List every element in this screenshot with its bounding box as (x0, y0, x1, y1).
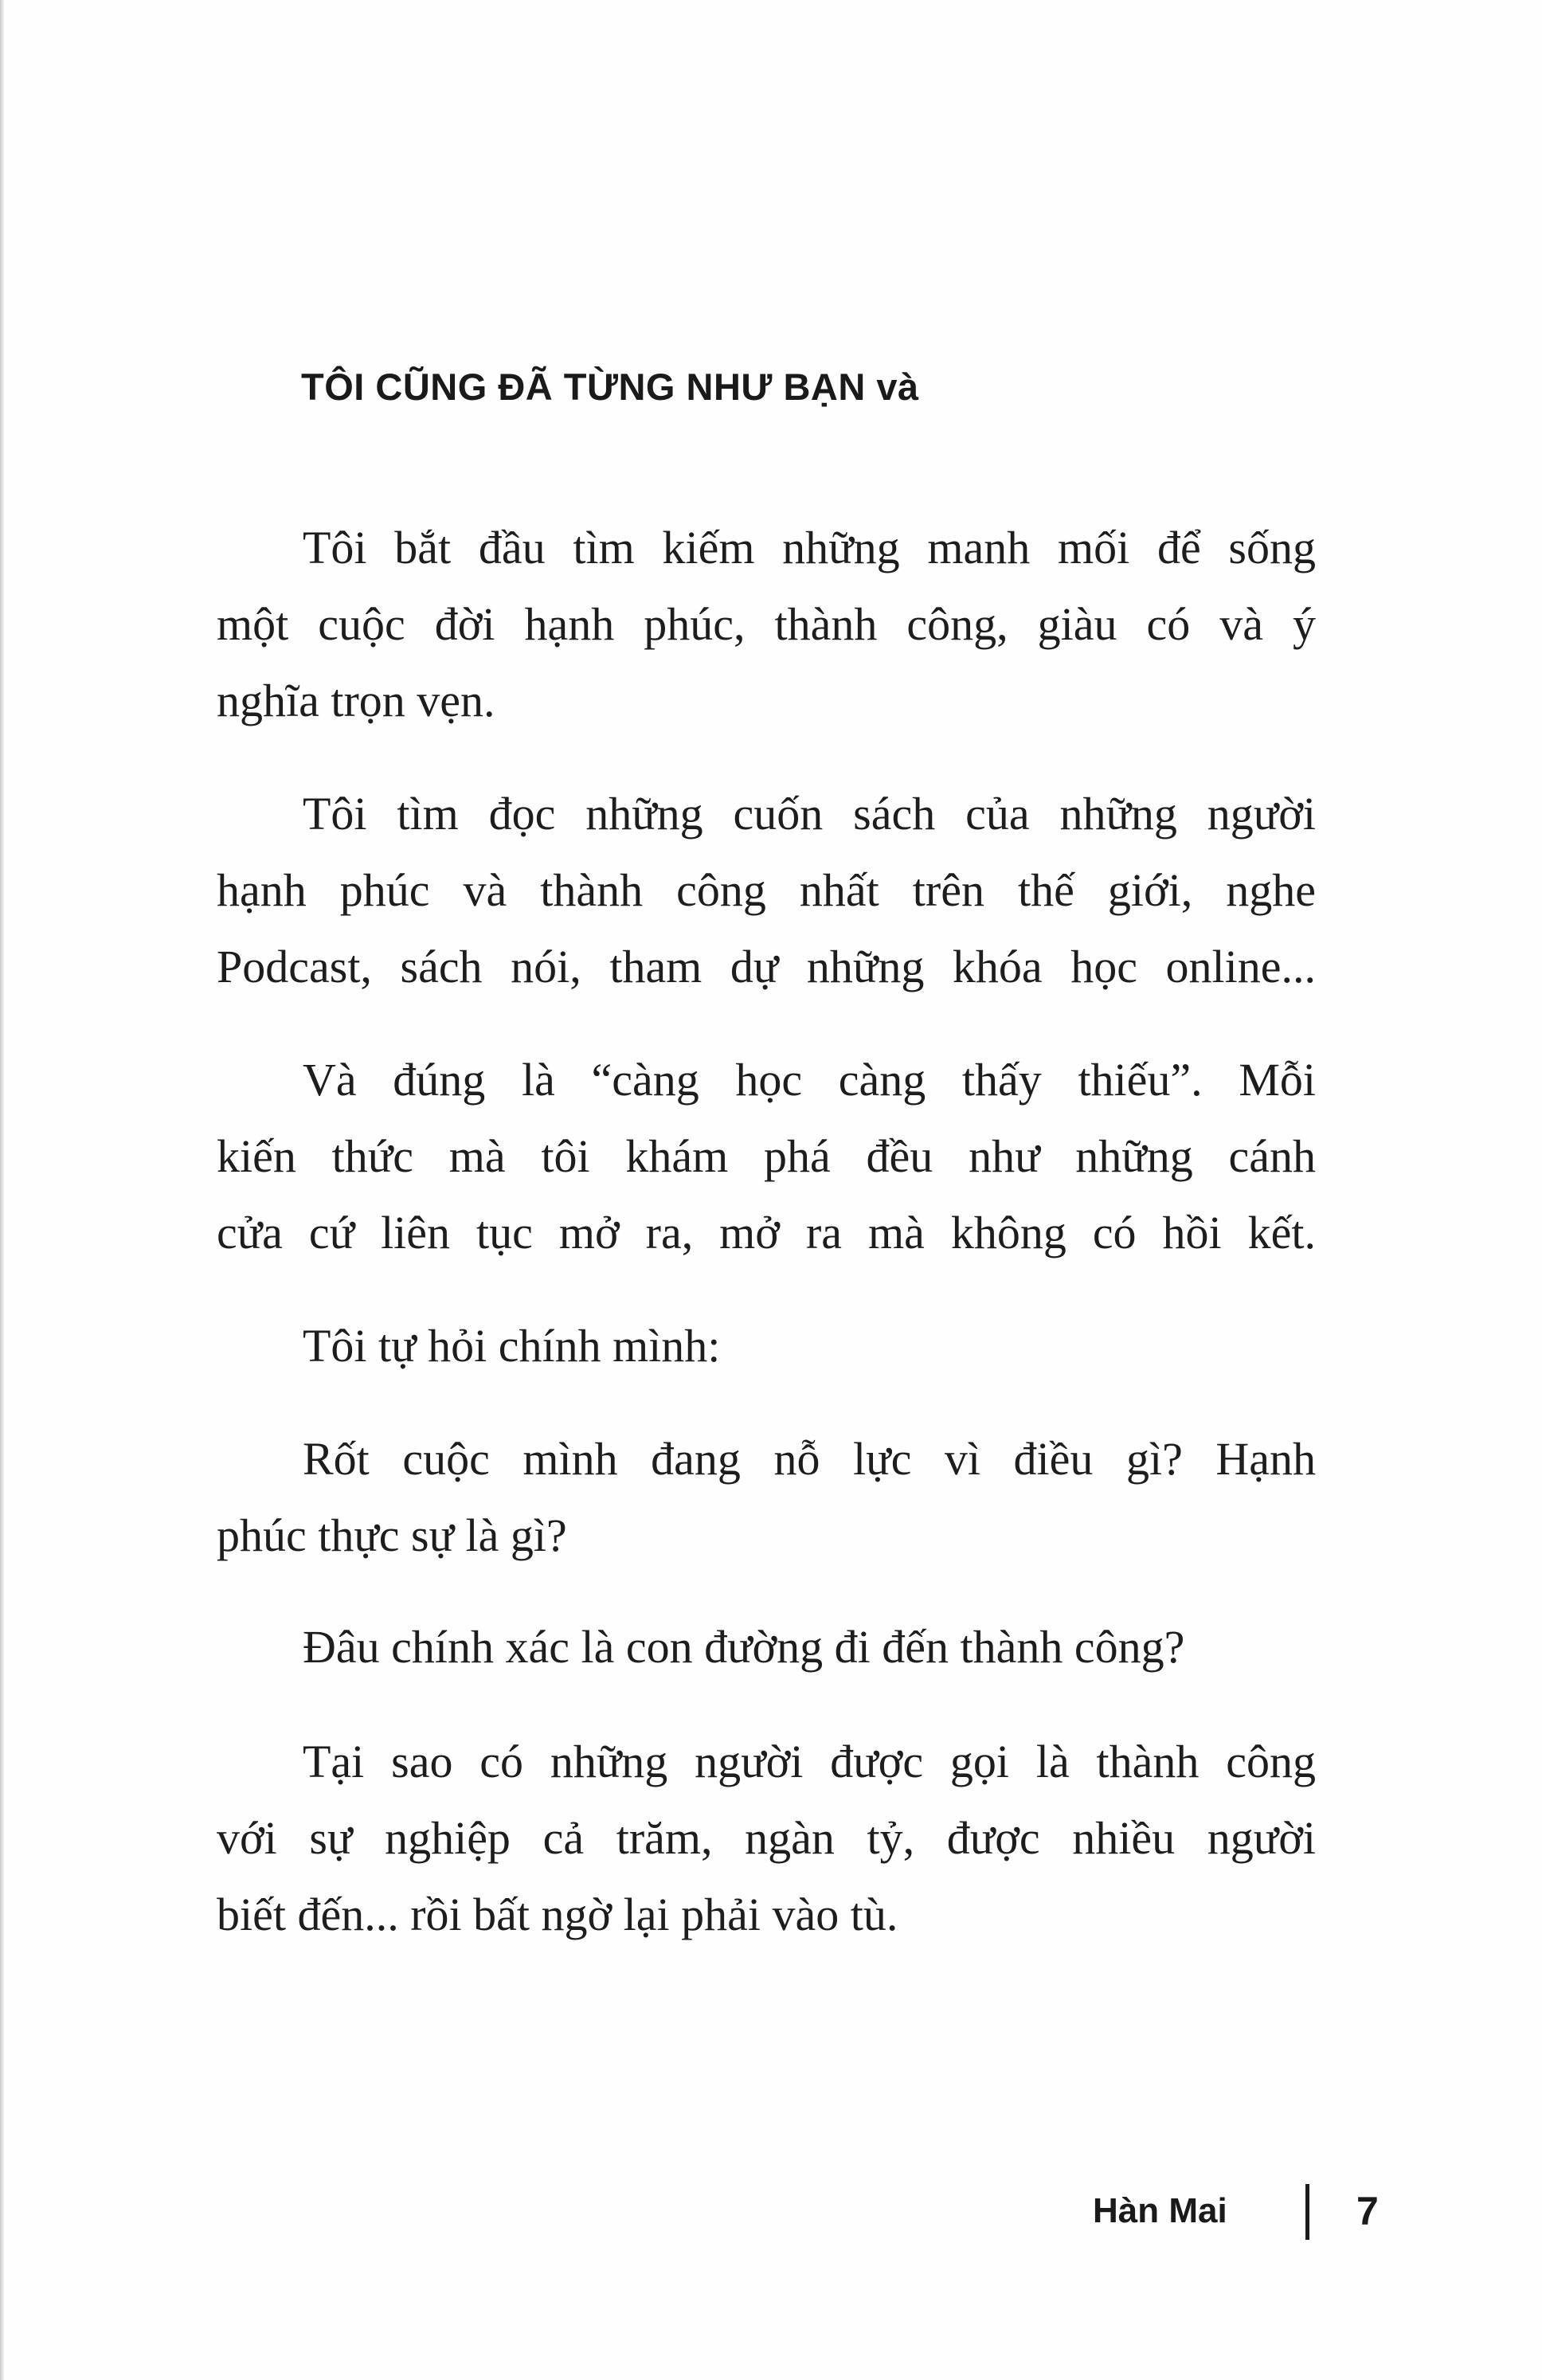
paragraph-line: với sự nghiệp cả trăm, ngàn tỷ, được nhiều người (217, 1812, 1316, 1864)
page-edge-shadow (0, 0, 5, 2380)
page-number: 7 (1356, 2189, 1379, 2233)
paragraph-line: cửa cứ liên tục mở ra, mở ra mà không có hồi kết. (217, 1207, 1316, 1259)
paragraph-6 (217, 1609, 1316, 1685)
paragraph-line: Tại sao có những người được gọi là thành công (303, 1736, 1316, 1787)
section-heading: TÔI CŨNG ĐÃ TỪNG NHƯ BẠN và (301, 366, 919, 408)
paragraph-line: Tôi tự hỏi chính mình: (303, 1320, 721, 1372)
paragraph-5 (217, 1421, 1316, 1574)
paragraph-line: Đâu chính xác là con đường đi đến thành công? (303, 1621, 1185, 1673)
paragraph-line: hạnh phúc và thành công nhất trên thế giới, nghe (217, 864, 1316, 916)
paragraph-line: Và đúng là “càng học càng thấy thiếu”. Mỗi (303, 1054, 1316, 1106)
paragraph-7 (217, 1724, 1316, 1953)
paragraph-line: kiến thức mà tôi khám phá đều như những cánh (217, 1130, 1316, 1182)
paragraph-line: phúc thực sự là gì? (217, 1509, 567, 1561)
paragraph-3 (217, 1042, 1316, 1271)
paragraph-line: nghĩa trọn vẹn. (217, 675, 495, 726)
paragraph-line: Podcast, sách nói, tham dự những khóa học online... (217, 941, 1316, 992)
footer-author: Hàn Mai (1093, 2191, 1227, 2230)
paragraph-line: Rốt cuộc mình đang nỗ lực vì điều gì? Hạnh (303, 1433, 1316, 1485)
paragraph-line: Tôi tìm đọc những cuốn sách của những người (303, 788, 1316, 840)
paragraph-line: Tôi bắt đầu tìm kiếm những manh mối để sống (303, 522, 1316, 573)
paragraph-4 (217, 1308, 1316, 1384)
paragraph-2 (217, 776, 1316, 1005)
footer-divider (1305, 2184, 1309, 2240)
paragraph-line: một cuộc đời hạnh phúc, thành công, giàu có và ý (217, 598, 1316, 650)
paragraph-1 (217, 510, 1316, 739)
paragraph-line: biết đến... rồi bất ngờ lại phải vào tù. (217, 1889, 898, 1940)
